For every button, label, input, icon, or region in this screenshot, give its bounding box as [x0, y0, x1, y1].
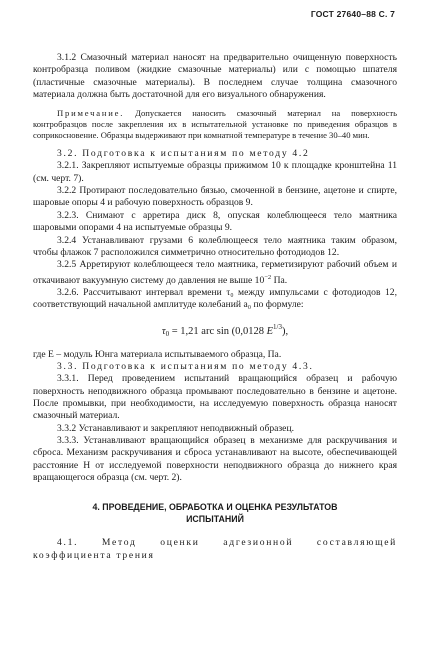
- formula-lhs-subscript: 0: [165, 329, 170, 338]
- paragraph-3-1-2: 3.1.2 Смазочный материал наносят на предварительно очищенную поверхность контробразца поливом (жидкие смазочные материалы) или с помощью шпателя (пластичные смазочные материалы). В последнем случае толщина смазочного материала должна быть достаточной для его визуального обнаружения.: [33, 52, 397, 101]
- formula-lhs: τ: [161, 325, 166, 337]
- pressure-exponent: −2: [264, 273, 272, 281]
- paragraph-3-2-1: 3.2.1. Закрепляют испытуемые образцы прижимом 10 к площадке кронштейна 11 (см. черт. 7).: [33, 160, 397, 184]
- section-4-title: [33, 502, 397, 525]
- note-text: Допускается наносить смазочный материал на поверхность контробразцов после закрепления их в испытательной установке по приведения образцов в соприкосновение. Образцы выдерживают при комнатной температуре в течение 30–40 мин.: [33, 108, 397, 141]
- paragraph-3-2-3: 3.2.3. Снимают с арретира диск 8, опуская колеблющееся тело маятника шаровыми опорами 4 на испытуемые образцы 9.: [33, 209, 397, 234]
- note: [33, 108, 397, 141]
- formula-tau: [33, 320, 397, 341]
- paragraph-3-2-2: 3.2.2 Протирают последовательно бязью, смоченной в бензине, ацетоне и спирте, шаровые опоры 4 и рабочую поверхность образцов 9.: [33, 185, 397, 209]
- page-header: ГОСТ 27640–88 С. 7: [310, 9, 395, 19]
- formula-explanation: где E – модуль Юнга материала испытываемого образца, Па.: [33, 348, 282, 360]
- paragraph-3-3-1: 3.3.1. Перед проведением испытаний вращающийся образец и рабочую поверхность неподвижного образца промывают последовательно в бензине и ацетоне. После промывки, при необходимости, на исследуемую поверхность образца наносят смазочный материал.: [33, 373, 397, 422]
- subsection-4-1-title: 4.1. Метод оценки адгезионной составляющей коэффициента трения: [33, 537, 397, 561]
- paragraph-3-3-3: 3.3.3. Устанавливают вращающийся образец в механизме для раскручивания и сброса. Механизм раскручивания и сброса устанавливают на высоте, обеспечивающей расстояние H от исследуемой поверхности неподвижного образца до нижнего края вращающегося образца (см. черт. 2).: [33, 434, 397, 483]
- paragraph-3-2-5-text: 3.2.5 Арретируют колеблющееся тело маятника, герметизируют рабочий объем и откачивают вакуумную систему до давления не выше 10: [33, 259, 397, 286]
- section-4-title-line1: 4. ПРОВЕДЕНИЕ, ОБРАБОТКА И ОЦЕНКА РЕЗУЛЬТАТОВ: [92, 502, 338, 513]
- section-4-title-line2: ИСПЫТАНИЙ: [186, 513, 244, 524]
- subsection-3-3-title: 3.3. Подготовка к испытаниям по методу 4.3.: [57, 360, 314, 372]
- subsection-3-2-title: 3.2. Подготовка к испытаниям по методу 4.2: [57, 148, 310, 160]
- paragraph-3-2-4: 3.2.4 Устанавливают грузами 6 колеблющееся тело маятника таким образом, чтобы флажок 7 расположился симметрично относительно фотодиодов 12.: [33, 234, 397, 258]
- document-body: [33, 52, 397, 562]
- formula-end: ),: [282, 325, 289, 337]
- paragraph-3-2-6: 3.2.6. Рассчитывают интервал времени τ₀ между импульсами с фотодиодов 12, соответствующий начальной амплитуде колебаний a₀ по формуле:: [33, 286, 397, 311]
- formula-exponent: 1/3: [273, 322, 282, 331]
- pressure-unit: Па.: [271, 274, 288, 286]
- formula-body: = 1,21 arc sin (0,0128: [169, 325, 267, 337]
- paragraph-3-3-2: 3.3.2 Устанавливают и закрепляют неподвижный образец.: [57, 422, 294, 434]
- paragraph-3-2-5: [33, 259, 397, 287]
- note-label: Примечание.: [57, 108, 125, 119]
- formula-e: E: [266, 325, 274, 337]
